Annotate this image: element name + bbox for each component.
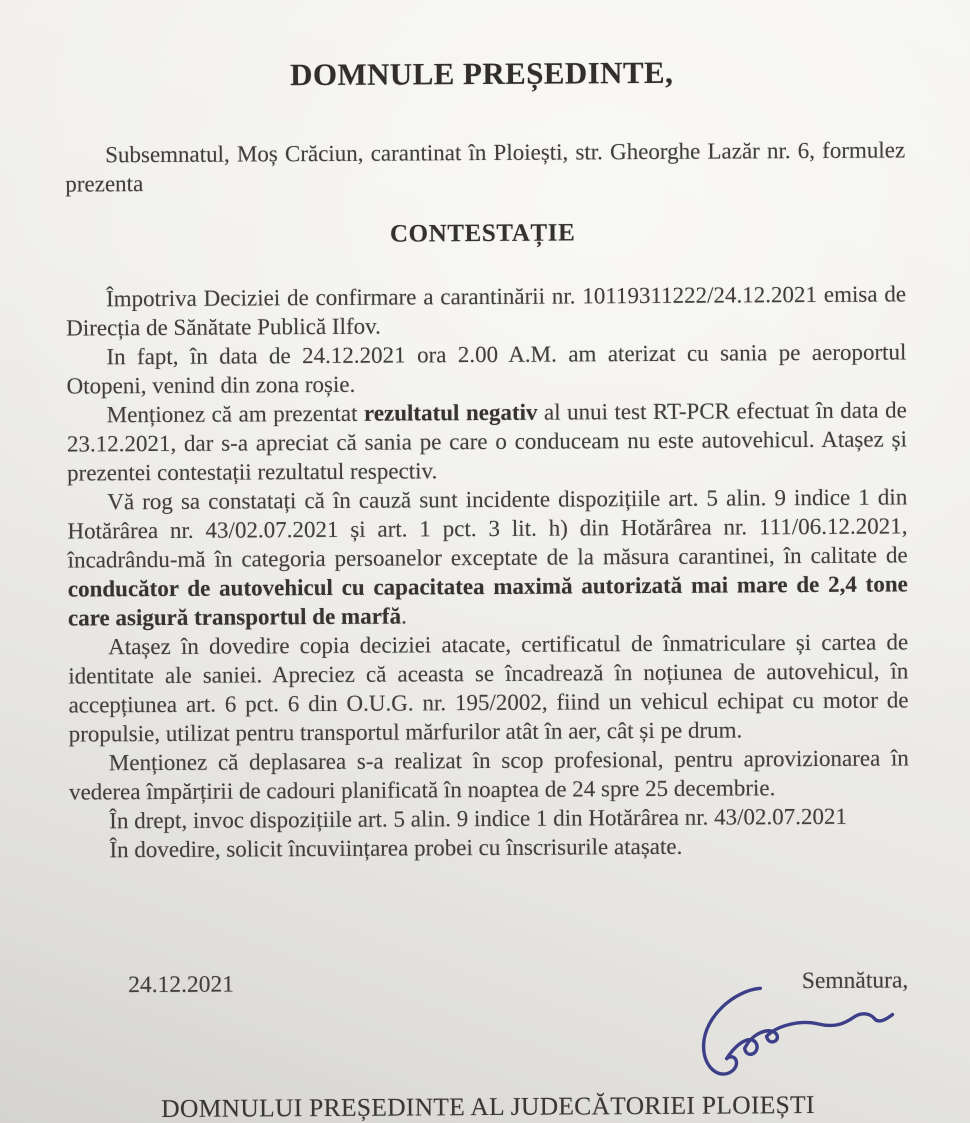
paragraph-impotriva: Împotriva Deciziei de confirmare a carantinării nr. 10119311222/24.12.2021 emisa de Direcția de Sănătate Publică Ilfov. (66, 281, 907, 341)
intro-text: Subsemnatul, Moș Crăciun, carantinat în Ploiești, str. Gheorghe Lazăr nr. 6, formulez prezenta (65, 137, 906, 197)
contestation-heading: CONTESTAȚIE (389, 219, 576, 248)
document-sheet (0, 53, 970, 1123)
paragraph-scop-profesional: Menționez că deplasarea s-a realizat în scop profesional, pentru aprovizionarea în vederea împărțirii de cadouri planificată în noaptea de 24 spre 25 decembrie. (68, 745, 909, 805)
page-title: DOMNULE PREȘEDINTE, (290, 54, 674, 93)
paragraph-test-negativ: Menționez că am prezentat rezultatul negativ al unui test RT-PCR efectuat în data de 23.12.2021, dar s-a apreciat că sania pe care o conduceam nu este autovehicul. Atașez și prezentei contestații rezultatul respectiv. (66, 397, 907, 486)
paragraph-in-drept: În drept, invoc dispozițiile art. 5 alin. 9 indice 1 din Hotărârea nr. 43/02.07.2021 (109, 803, 848, 833)
addressee-line: DOMNULUI PREȘEDINTE AL JUDECĂTORIEI PLOIEȘTI (161, 1089, 815, 1123)
bold-run-rezultatul-negativ: rezultatul negativ (363, 399, 538, 426)
signature-label: Semnătura, (801, 967, 909, 995)
body-text (66, 279, 910, 864)
paragraph-dovedire-acte: Atașez în dovedire copia deciziei atacate, certificatul de înmatriculare și cartea de identitate ale saniei. Apreciez că aceasta se încadrează în noțiunea de autovehicul, în accepțiunea art. 6 pct. 6 din O.U.G. nr. 195/2002, fiind un vehicul echipat cu motor de propulsie, utilizat pentru transportul mărfurilor atât în aer, cât și pe drum. (68, 629, 909, 747)
bold-run-conducator: conducător de autovehicul cu capacitatea maximă autorizată mai mare de 2,4 tone care asigură transportul de marfă (67, 571, 908, 631)
paragraph-in-dovedire: În dovedire, solicit încuviințarea probei cu înscrisurile atașate. (109, 833, 683, 862)
signature-scribble (690, 981, 909, 1082)
paragraph-in-fapt: In fapt, în data de 24.12.2021 ora 2.00 A.M. am aterizat cu sania pe aeroportul Otopeni, venind din zona roșie. (66, 339, 907, 399)
paragraph-dispozitii: Vă rog sa constatați că în cauză sunt incidente dispozițiile art. 5 alin. 9 indice 1 din Hotărârea nr. 43/02.07.2021 și art. 1 pct. 3 lit. h) din Hotărârea nr. 111/06.12.2021, încadrându-mă în categoria persoanelor exceptate de la măsura carantinei, în calitate de conducător de autovehicul cu capacitatea maximă autorizată mai mare de 2,4 tone care asigură transportul de marfă. (67, 484, 908, 631)
date-text: 24.12.2021 (128, 971, 235, 999)
intro-paragraph (65, 135, 905, 198)
